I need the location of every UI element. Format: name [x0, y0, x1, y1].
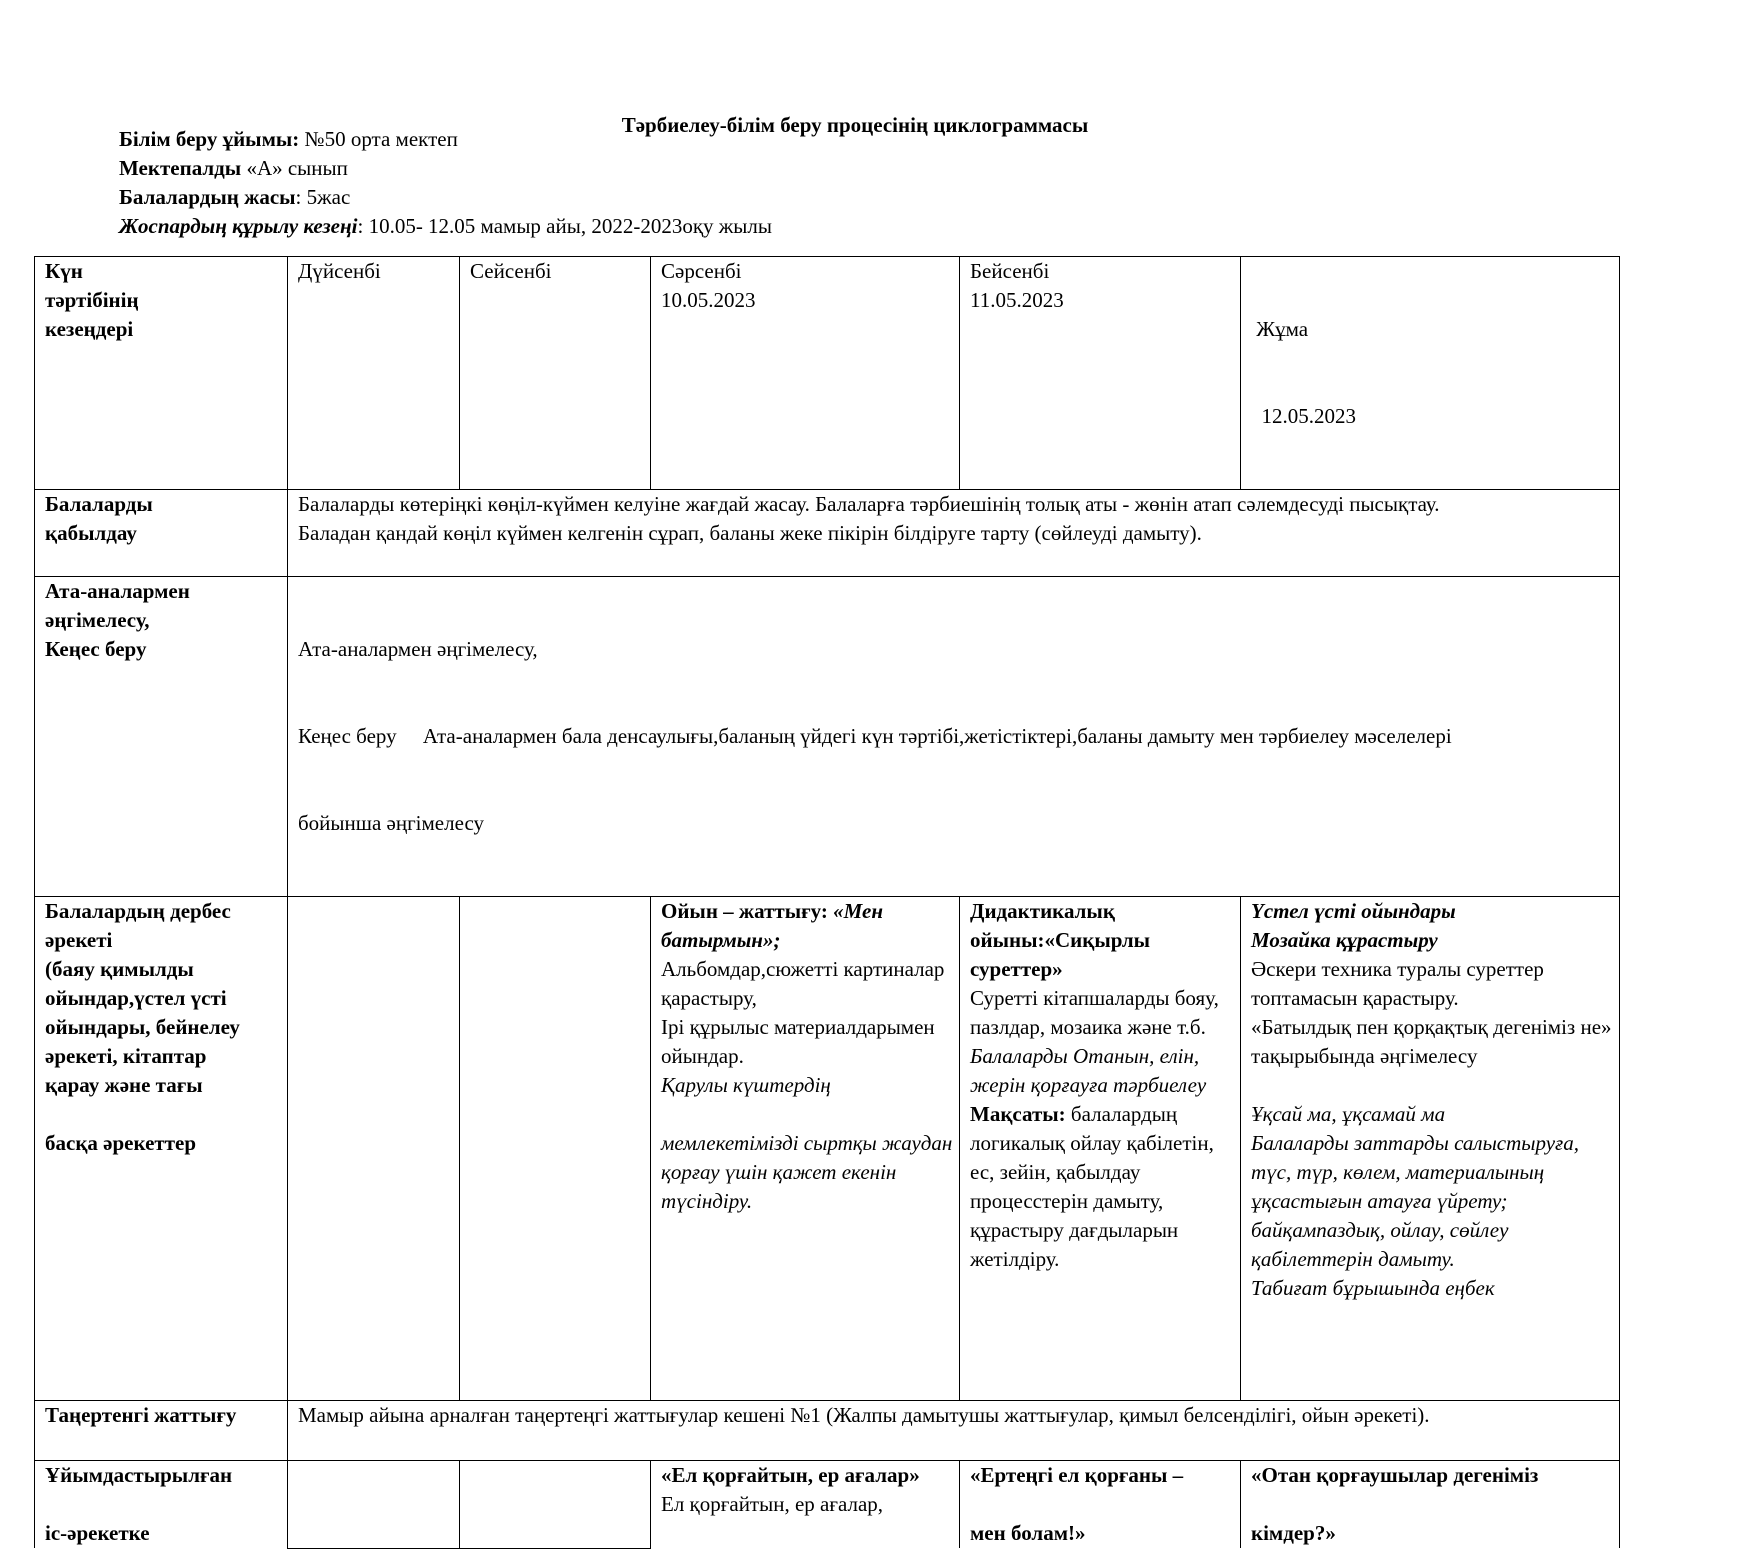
- age-line: [119, 183, 350, 212]
- parents-row: [35, 577, 1620, 897]
- independent-monday-cell: [288, 897, 460, 1401]
- header-wednesday: Сәрсенбі 10.05.2023: [651, 257, 960, 490]
- organization-line: [119, 125, 458, 154]
- thu-aim-text: балалардың логикалық ойлау қабілетін, ес, зейін, қабылдау процесстерін дамыту, құрастыру дағдыларын жетілдіру.: [970, 1102, 1214, 1271]
- group-value: «А» сынып: [241, 156, 348, 180]
- header-friday: Жұма 12.05.2023: [1241, 257, 1620, 490]
- reception-text: Балаларды көтеріңкі көңіл-күймен келуіне жағдай жасау. Балаларға тәрбиешінің толық аты - жөнін атап сәлемдесуді пысықтау. Баладан қандай көңіл күймен келгенін сұрап, баланы жеке пікірін білдіруге тарту (сөйлеуді дамыту).: [288, 490, 1620, 577]
- thu-aim-label: Мақсаты:: [970, 1102, 1066, 1126]
- morning-exercise-row: [35, 1401, 1620, 1461]
- wed-game-name: «Мен батырмын»;: [661, 899, 884, 952]
- independent-thursday-cell: Дидактикалық ойыны:«Сиқырлы суреттер» Суретті кітапшаларды бояу, пазлдар, мозаика және т.б. Балаларды Отанын, елін, жерін қорғауға тәрбиелеу Мақсаты: балалардың логикалық ойлау қабілетін, ес, зейін, қабылдау процесстерін дамыту, құрастыру дағдыларын жетілдіру.: [960, 897, 1241, 1401]
- parents-text: Ата-аналармен әңгімелесу, Кеңес беру Ата-аналармен бала денсаулығы,баланың үйдегі күн тәртібі,жетістіктері,баланы дамыту мен тәрбиелеу мәселелері бойынша әңгімелесу: [288, 577, 1620, 897]
- header-thursday: Бейсенбі 11.05.2023: [960, 257, 1241, 490]
- organized-monday-cell: [288, 1461, 460, 1549]
- page-title: Тәрбиелеу-білім беру процесінің циклограммасы: [621, 113, 1089, 137]
- table-header-row: [35, 257, 1620, 490]
- age-label: Балалардың жасы: [119, 185, 296, 209]
- organized-thursday-cell: «Ертеңгі ел қорғаны – мен болам!»: [960, 1461, 1241, 1549]
- independent-friday-cell: Үстел үсті ойындары Мозайка құрастыру Әскери техника туралы суреттер топтамасын қарастыру. «Батылдық пен қорқақтық дегеніміз не» тақырыбында әңгімелесу Ұқсай ма, ұқсамай ма Балаларды заттарды салыстыруға, түс, түр, көлем, материалының ұқсастығын атауға үйрету; байқампаздық, ойлау, сөйлеу қабілеттерін дамыту. Табиғат бұрышында еңбек: [1241, 897, 1620, 1401]
- header-monday: Дүйсенбі: [288, 257, 460, 490]
- organization-value: №50 орта мектеп: [299, 127, 458, 151]
- organization-label: Білім беру ұйымы:: [119, 127, 300, 151]
- organized-tuesday-cell: [460, 1461, 651, 1549]
- age-value: : 5жас: [295, 185, 351, 209]
- independent-tuesday-cell: [460, 897, 651, 1401]
- morning-exercise-text: Мамыр айына арналған таңертеңгі жаттығулар кешені №1 (Жалпы дамытушы жаттығулар, қимыл белсенділігі, ойын әрекеті).: [288, 1401, 1620, 1461]
- reception-row: [35, 490, 1620, 577]
- parents-label: Ата-аналармен әңгімелесу, Кеңес беру: [35, 577, 288, 897]
- period-line: [119, 212, 772, 241]
- wed-game-label: Ойын – жаттығу:: [661, 899, 834, 923]
- organized-wednesday-cell: «Ел қорғайтын, ер ағалар» Ел қорғайтын, ер ағалар,: [651, 1461, 960, 1549]
- organized-activity-label: Ұйымдастырылған іс-әрекетке: [35, 1461, 288, 1549]
- organized-friday-cell: «Отан қорғаушылар дегеніміз кімдер?»: [1241, 1461, 1620, 1549]
- independent-activity-row: [35, 897, 1620, 1401]
- period-label: Жоспардың құрылу кезеңі: [119, 214, 358, 238]
- cyclogram-table: [34, 256, 1620, 1549]
- reception-label: Балаларды қабылдау: [35, 490, 288, 577]
- group-line: [119, 154, 348, 183]
- group-label: Мектепалды: [119, 156, 242, 180]
- header-schedule-stages: Күн тәртібінің кезеңдері: [35, 257, 288, 490]
- organized-activity-row: [35, 1461, 1620, 1549]
- independent-wednesday-cell: Ойын – жаттығу: «Мен батырмын»; Альбомдар,сюжетті картиналар қарастыру, Ірі құрылыс материалдарымен ойындар. Қарулы күштердің мемлекетімізді сыртқы жаудан қорғау үшін қажет екенін түсіндіру.: [651, 897, 960, 1401]
- header-tuesday: Сейсенбі: [460, 257, 651, 490]
- independent-activity-label: Балалардың дербес әрекеті (баяу қимылды ойындар,үстел үсті ойындары, бейнелеу әрекеті, кітаптар қарау және тағы басқа әрекеттер: [35, 897, 288, 1401]
- period-value: : 10.05- 12.05 мамыр айы, 2022-2023оқу жылы: [357, 214, 772, 238]
- morning-exercise-label: Таңертенгі жаттығу: [35, 1401, 288, 1461]
